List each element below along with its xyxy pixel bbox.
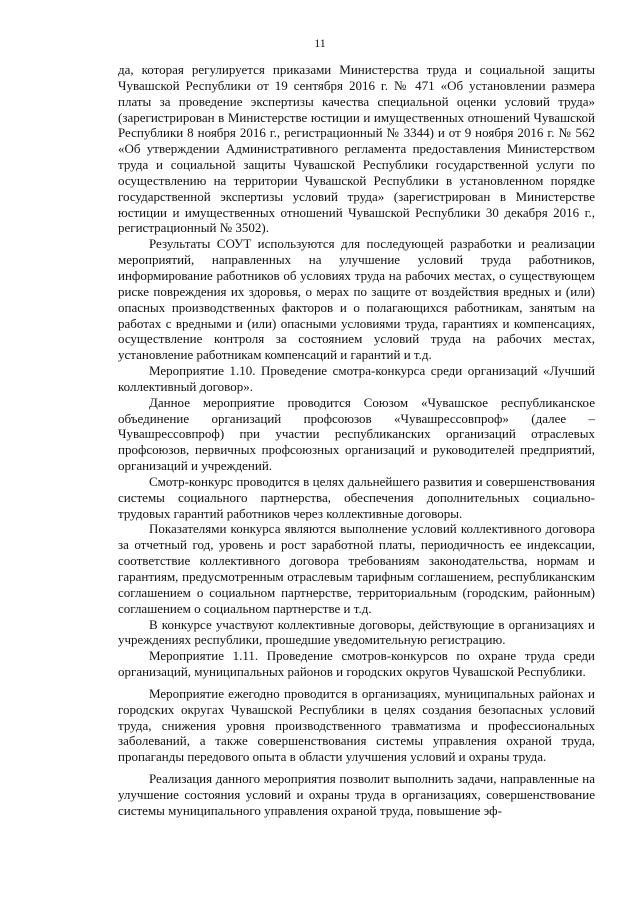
paragraph-annual-event: Мероприятие ежегодно проводится в организациях, муниципальных районах и городских округах Чувашской Республики в целях создания безопасных условий труда, снижения уровня производственного травматизма и профессиональных заболеваний, а также совершенствования системы управления охраной труда, пропаганды передового опыта в области улучшения условий и охраны труда. [118, 685, 595, 765]
paragraph-continuation: да, которая регулируется приказами Министерства труда и социальной защиты Чувашской Республики от 19 сентября 2016 г. № 471 «Об установлении размера платы за проведение экспертизы качества специальной оценки условий труда» (зарегистрирован в Министерстве юстиции и имущественных отношений Чувашской Республики 8 ноября 2016 г., регистрационный № 3344) и от 9 ноября 2016 г. № 562 «Об утверждении Административного регламента предоставления Министерством труда и социальной защиты Чувашской Республики государственной услуги по осуществлению на территории Чувашской Республики в установленном порядке государственной экспертизы условий труда» (зарегистрирован в Министерстве юстиции и имущественных отношений Чувашской Республики 30 декабря 2016 г., регистрационный № 3502). [118, 62, 595, 236]
paragraph-contest-indicators: Показателями конкурса являются выполнение условий коллективного договора за отчетный год, уровень и рост заработной платы, периодичность ее индексации, соответствие коллективного договора требованиям законодательства, нормам и гарантиям, предусмотренным отраслевым тарифным соглашением, республиканским соглашением о социальном партнерстве, территориальным (городским, районным) соглашением о социальном партнерстве и т.д. [118, 521, 595, 616]
paragraph-sout-results: Результаты СОУТ используются для последующей разработки и реализации мероприятий, направленных на улучшение условий труда работников, информирование работников об условиях труда на рабочих местах, о существующем риске повреждения их здоровья, о мерах по защите от воздействия вредных и (или) опасных производственных факторов и о полагающихся работникам, занятым на работах с вредными и (или) опасными условиями труда, гарантиях и компенсациях, осуществление контроля за состоянием условий труда на рабочих местах, установление работникам компенсаций и гарантий и т.д. [118, 236, 595, 363]
paragraph-contest-purpose: Смотр-конкурс проводится в целях дальнейшего развития и совершенствования системы социального партнерства, обеспечения дополнительных социально-трудовых гарантий работников через коллективные договоры. [118, 473, 595, 521]
paragraph-event-organizer: Данное мероприятие проводится Союзом «Чувашское республиканское объединение организаций профсоюзов «Чувашрессовпроф» (далее – Чувашрессовпроф) при участии республиканских организаций отраслевых профсоюзов, первичных профсоюзных организаций и руководителей предприятий, организаций и учреждений. [118, 394, 595, 474]
document-body [118, 62, 595, 819]
paragraph-measure-1-10: Мероприятие 1.10. Проведение смотра-конкурса среди организаций «Лучший коллективный договор». [118, 363, 595, 394]
paragraph-contest-participants: В конкурсе участвуют коллективные договоры, действующие в организациях и учреждениях республики, прошедшие уведомительную регистрацию. [118, 616, 595, 648]
paragraph-implementation: Реализация данного мероприятия позволит выполнить задачи, направленные на улучшение состояния условий и охраны труда в организациях, совершенствование системы муниципального управления охраной труда, повышение эф- [118, 771, 595, 818]
page-number: 11 [314, 36, 326, 50]
paragraph-measure-1-11: Мероприятие 1.11. Проведение смотров-конкурсов по охране труда среди организаций, муниципальных районов и городских округов Чувашской Республики. [118, 648, 595, 680]
